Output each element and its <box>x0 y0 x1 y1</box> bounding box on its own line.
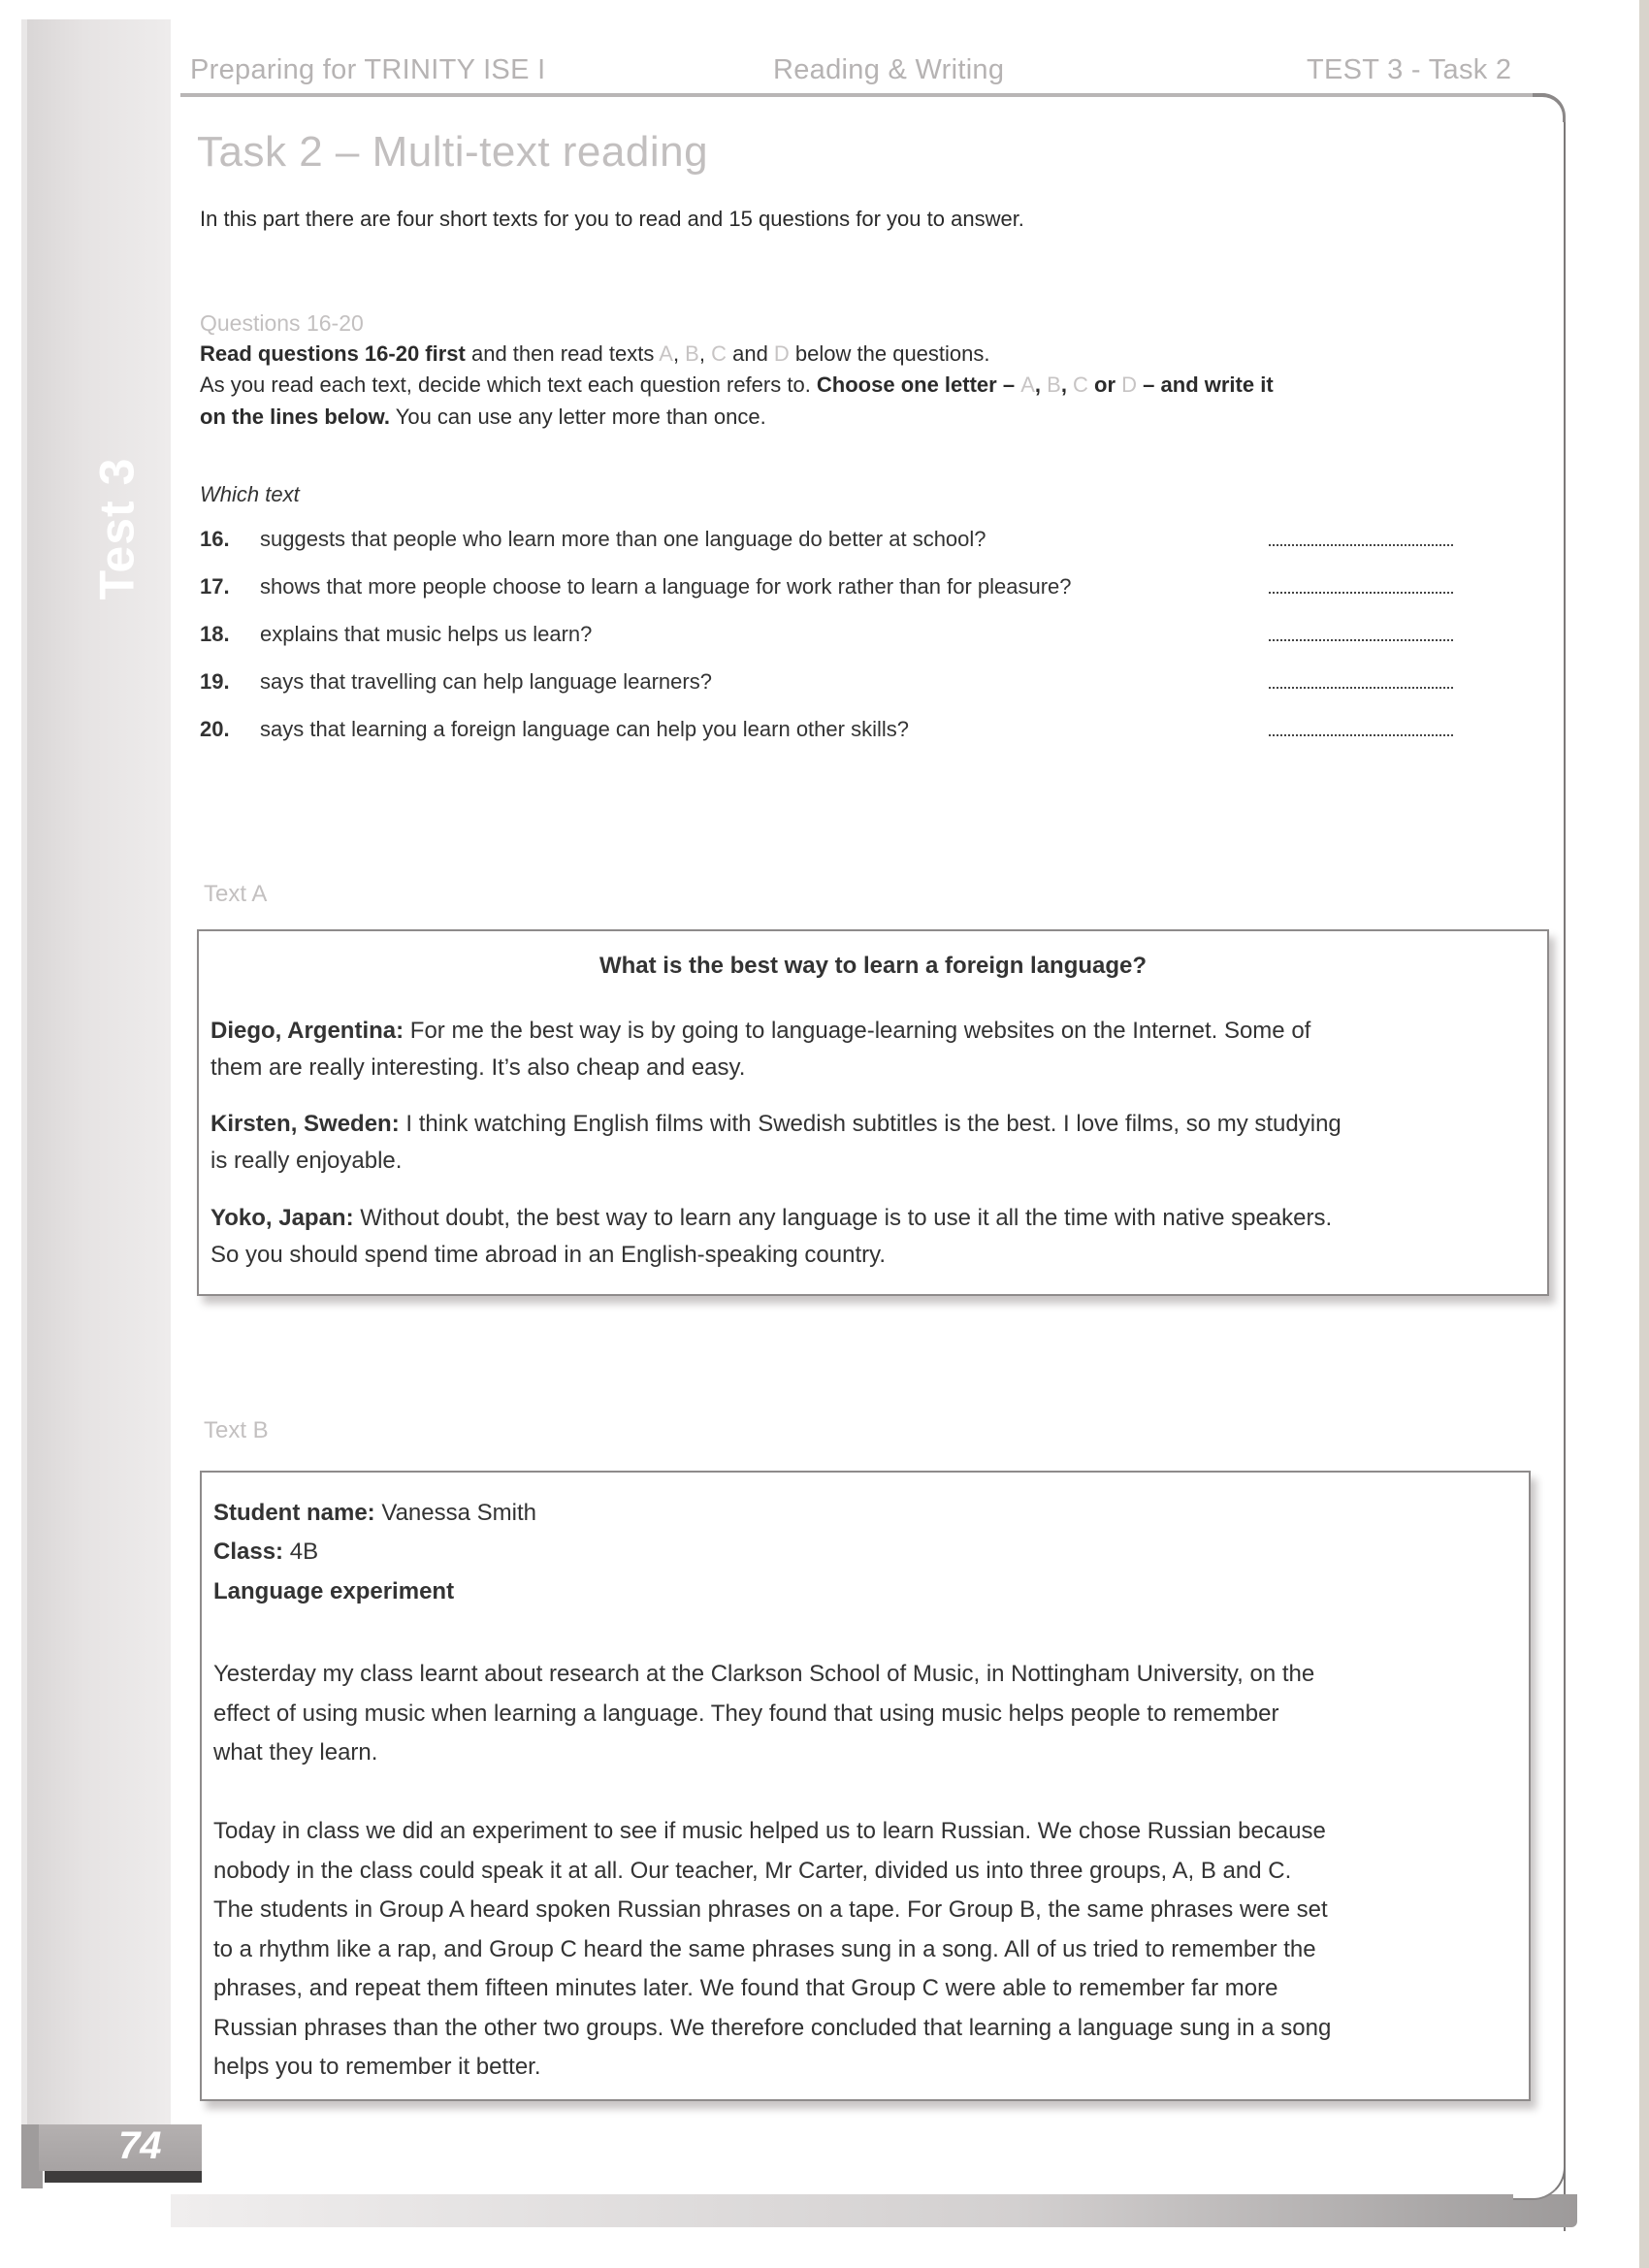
entry-text: is really enjoyable. <box>210 1148 403 1174</box>
letter-d: D <box>1121 373 1138 397</box>
student-name-line <box>213 1500 536 1527</box>
answer-line[interactable] <box>1269 687 1453 689</box>
question-17 <box>200 574 1461 605</box>
class-value: 4B <box>283 1539 319 1565</box>
letter-b: B <box>685 341 699 366</box>
which-text-label: Which text <box>200 482 300 506</box>
instruction-line-2 <box>200 371 1274 400</box>
letter-d: D <box>773 341 790 366</box>
page-right-border <box>1564 116 1566 2231</box>
paragraph-line: phrases, and repeat them fifteen minutes later. We found that Group C were able to remember far more <box>213 1975 1278 2001</box>
student-name-label: Student name: <box>213 1500 375 1526</box>
text-b-paragraph-1 <box>213 1655 1523 1773</box>
question-text: says that travelling can help language learners? <box>260 669 712 694</box>
entry-text: So you should spend time abroad in an English-speaking country. <box>210 1242 886 1268</box>
answer-line[interactable] <box>1269 544 1453 546</box>
paragraph-line: Today in class we did an experiment to see if music helped us to learn Russian. We chose Russian because <box>213 1818 1326 1844</box>
student-name-value: Vanessa Smith <box>374 1500 536 1526</box>
questions-heading: Questions 16-20 <box>200 310 364 336</box>
question-text: suggests that people who learn more than one language do better at school? <box>260 527 986 551</box>
answer-line[interactable] <box>1269 592 1453 594</box>
question-number: 20. <box>200 717 230 741</box>
text-b-paragraph-2 <box>213 1812 1523 2088</box>
instruction-bold: or <box>1087 373 1122 397</box>
header-section: Reading & Writing <box>773 54 1005 85</box>
text-a-label: Text A <box>204 881 268 907</box>
question-text: shows that more people choose to learn a language for work rather than for pleasure? <box>260 574 1072 599</box>
paragraph-line: helps you to remember it better. <box>213 2054 541 2080</box>
question-18 <box>200 622 1461 653</box>
question-20 <box>200 717 1461 748</box>
sep: , <box>672 341 686 366</box>
subject-heading: Language experiment <box>213 1578 455 1604</box>
letter-a: A <box>1020 373 1035 397</box>
instruction-text: As you read each text, decide which text each question refers to. <box>200 373 817 397</box>
subject-line <box>213 1578 454 1605</box>
entry-text: I think watching English films with Swedish subtitles is the best. I love films, so my studying <box>399 1111 1342 1137</box>
text-b-label: Text B <box>204 1417 269 1443</box>
instruction-text: and <box>726 341 774 366</box>
text-a-title: What is the best way to learn a foreign language? <box>598 953 1148 979</box>
page-number: 74 <box>118 2124 162 2167</box>
answer-line[interactable] <box>1269 639 1453 641</box>
instruction-bold: on the lines below. <box>200 405 390 429</box>
instruction-text: below the questions. <box>789 341 990 366</box>
header-test-task: TEST 3 - Task 2 <box>1307 54 1512 85</box>
instruction-bold: Read questions 16-20 first <box>200 341 466 366</box>
header-rule-corner <box>1533 93 1566 122</box>
paragraph-line: what they learn. <box>213 1739 378 1766</box>
letter-c: C <box>1073 373 1088 397</box>
header-book-title: Preparing for TRINITY ISE I <box>190 54 546 85</box>
instruction-bold: Choose one letter – <box>816 373 1021 397</box>
instruction-bold: – and write it <box>1137 373 1274 397</box>
speaker-name: Yoko, Japan: <box>210 1205 354 1231</box>
paragraph-line: Yesterday my class learnt about research at the Clarkson School of Music, in Nottingham University, on the <box>213 1661 1315 1687</box>
sep: , <box>1060 373 1074 397</box>
side-strip <box>27 19 171 2144</box>
class-line <box>213 1539 318 1566</box>
paragraph-line: to a rhythm like a rap, and Group C heard the same phrases sung in a song. All of us tried to remember the <box>213 1935 1316 1962</box>
side-tab-label <box>68 446 165 611</box>
text-a-entry-diego <box>210 1013 1539 1086</box>
side-tab-text: Test 3 <box>89 457 145 600</box>
class-label: Class: <box>213 1539 284 1565</box>
question-number: 19. <box>200 669 230 694</box>
text-a-box <box>197 929 1549 1296</box>
bottom-bar <box>171 2194 1577 2227</box>
sep: , <box>1034 373 1048 397</box>
instruction-text: You can use any letter more than once. <box>389 405 766 429</box>
entry-text: them are really interesting. It’s also cheap and easy. <box>210 1054 746 1081</box>
answer-line[interactable] <box>1269 734 1453 736</box>
page-edge <box>1639 0 1649 2268</box>
speaker-name: Diego, Argentina: <box>210 1018 404 1044</box>
entry-text: For me the best way is by going to language-learning websites on the Internet. Some of <box>404 1018 1311 1044</box>
speaker-name: Kirsten, Sweden: <box>210 1111 400 1137</box>
letter-b: B <box>1047 373 1061 397</box>
instruction-line-1 <box>200 340 990 369</box>
text-a-entry-yoko <box>210 1200 1539 1274</box>
text-b-box <box>200 1471 1531 2101</box>
instruction-line-3 <box>200 403 766 432</box>
paragraph-line: nobody in the class could speak it at all. Our teacher, Mr Carter, divided us into three groups, A, B and C. <box>213 1857 1292 1884</box>
question-text: says that learning a foreign language can help you learn other skills? <box>260 717 909 741</box>
question-number: 16. <box>200 527 230 551</box>
letter-c: C <box>711 341 727 366</box>
page-title: Task 2 – Multi-text reading <box>197 128 709 176</box>
header-rule <box>180 93 1548 97</box>
paragraph-line: Russian phrases than the other two groups. We therefore concluded that learning a language sung in a song <box>213 2014 1332 2041</box>
paragraph-line: The students in Group A heard spoken Russian phrases on a tape. For Group B, the same phrases were set <box>213 1896 1328 1923</box>
paragraph-line: effect of using music when learning a language. They found that using music helps people to remember <box>213 1700 1279 1727</box>
question-19 <box>200 669 1461 700</box>
text-a-entry-kirsten <box>210 1106 1539 1180</box>
question-text: explains that music helps us learn? <box>260 622 593 646</box>
letter-a: A <box>659 341 673 366</box>
page-tab-shadow <box>45 2171 202 2183</box>
intro-text: In this part there are four short texts for you to read and 15 questions for you to answer. <box>200 207 1024 231</box>
question-16 <box>200 527 1461 558</box>
question-number: 17. <box>200 574 230 599</box>
question-number: 18. <box>200 622 230 646</box>
instruction-text: and then read texts <box>465 341 660 366</box>
sep: , <box>698 341 712 366</box>
entry-text: Without doubt, the best way to learn any language is to use it all the time with native speakers. <box>353 1205 1333 1231</box>
